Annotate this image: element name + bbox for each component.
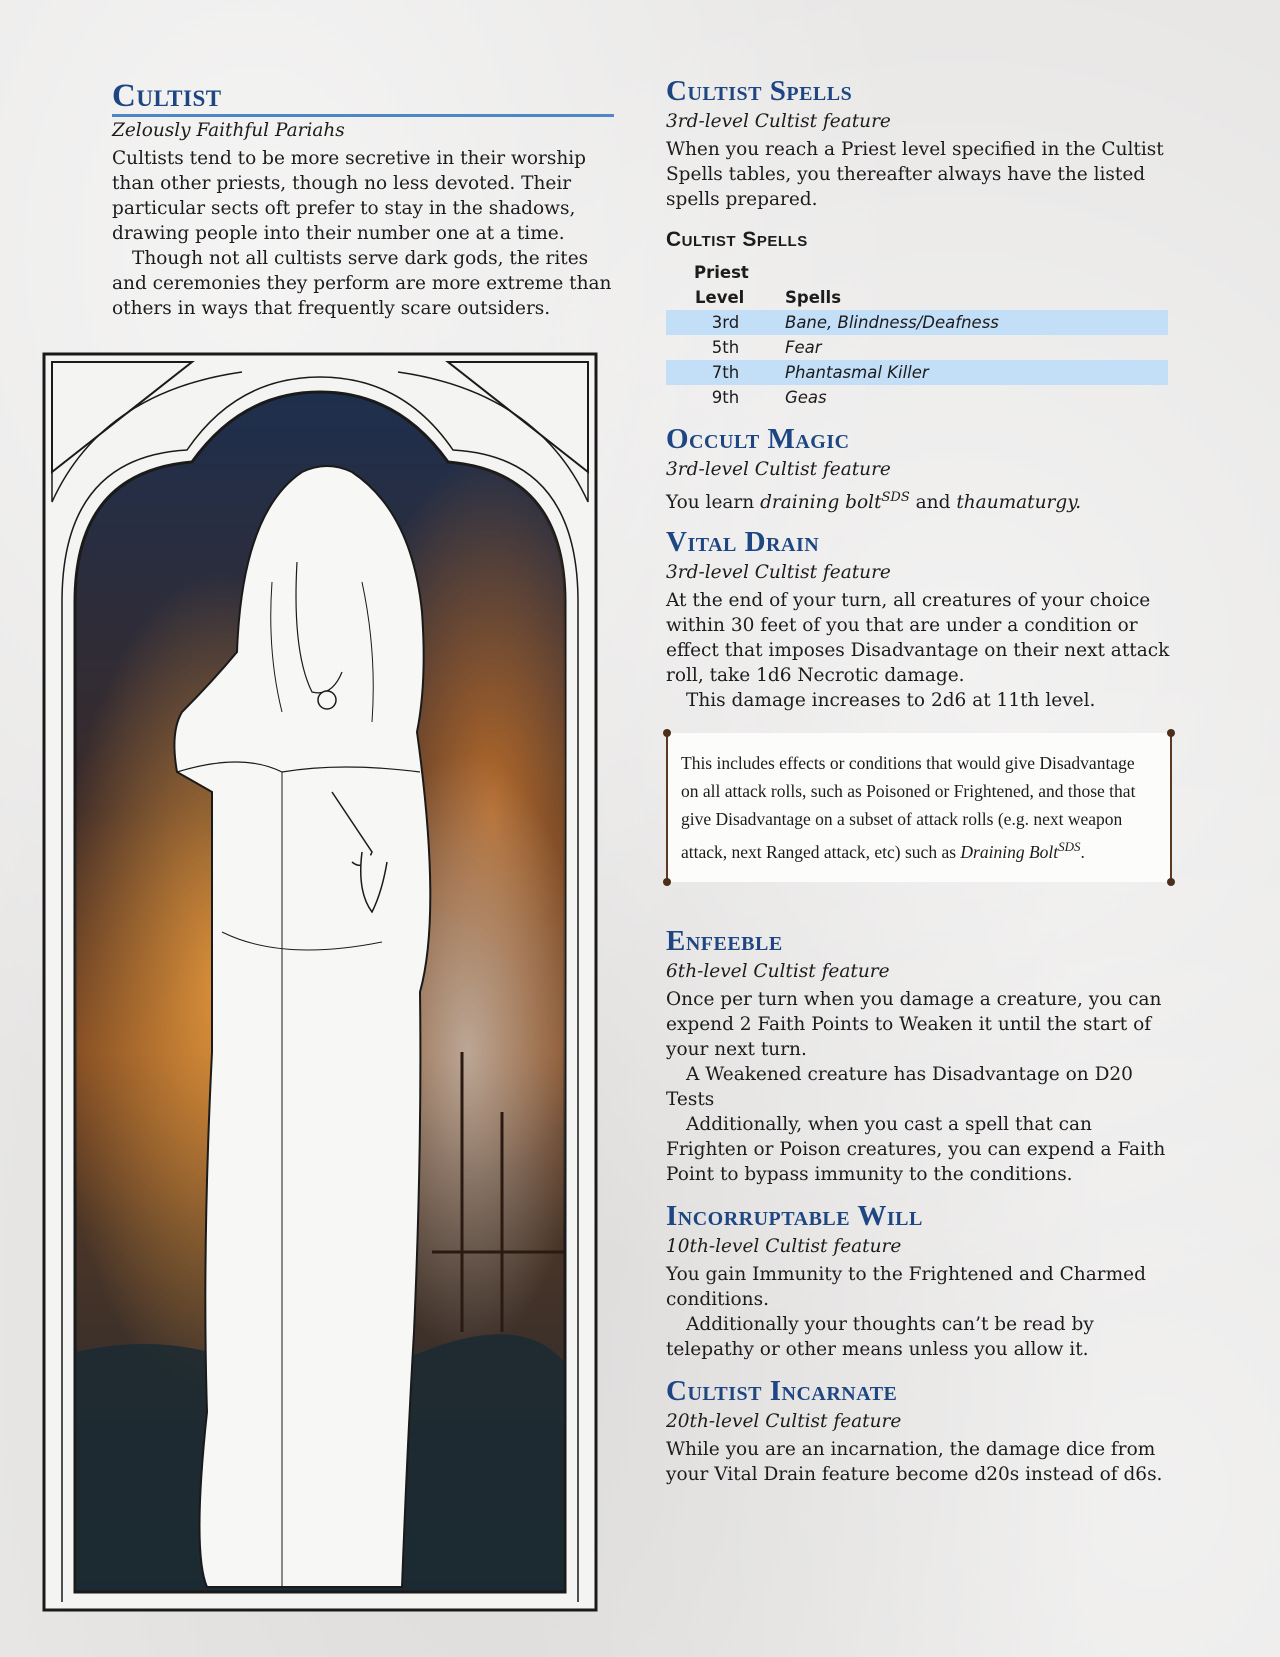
table-row bbox=[666, 310, 1168, 335]
occult-magic-section bbox=[666, 424, 1171, 515]
features-column bbox=[666, 76, 1171, 1487]
incorruptable-will-heading: Incorruptable Will bbox=[666, 1199, 923, 1232]
cultist-spells-heading: Cultist Spells bbox=[666, 75, 853, 107]
spells-table bbox=[666, 260, 1168, 410]
table-row bbox=[666, 335, 1168, 360]
spell-thaumaturgy: thaumaturgy. bbox=[956, 492, 1082, 514]
enfeeble-text-2: A Weakened creature has Disadvantage on D20 Tests bbox=[666, 1063, 1133, 1110]
spell-draining-bolt: draining bolt bbox=[760, 492, 882, 514]
table-header-row-2 bbox=[666, 285, 1168, 310]
header-spells: Spells bbox=[785, 287, 842, 307]
intro-paragraph-1: Cultists tend to be more secretive in their worship than other priests, though no less devoted. Their particular sects oft prefer to stay in the shadows, drawing people into their number one at a time. bbox=[112, 148, 586, 245]
occult-magic-level: 3rd-level Cultist feature bbox=[666, 458, 891, 480]
enfeeble-level: 6th-level Cultist feature bbox=[666, 960, 890, 982]
cultist-incarnate-level: 20th-level Cultist feature bbox=[666, 1410, 902, 1432]
page-title: Cultist bbox=[112, 78, 614, 117]
enfeeble-text-1: Once per turn when you damage a creature, you can expend 2 Faith Points to Weaken it until the start of your next turn. bbox=[666, 988, 1162, 1060]
incorruptable-will-level: 10th-level Cultist feature bbox=[666, 1235, 902, 1257]
row-level: 9th bbox=[711, 387, 740, 407]
intro-column bbox=[112, 78, 614, 321]
vital-drain-text: At the end of your turn, all creatures of your choice within 30 feet of you that are under a condition or effect that imposes Disadvantage on their next attack roll, take 1d6 Necrotic damage. bbox=[666, 589, 1170, 686]
spell-draining-bolt: Draining Bolt bbox=[960, 841, 1059, 862]
row-level: 3rd bbox=[666, 310, 785, 335]
enfeeble-section bbox=[666, 926, 1171, 1187]
table-row bbox=[666, 360, 1168, 385]
cultist-incarnate-heading: Cultist Incarnate bbox=[666, 1374, 898, 1407]
occult-magic-text: You learn draining bolt$^{SDS}$ and thaumaturgy. bbox=[666, 489, 1082, 514]
vital-drain-note: This includes effects or conditions that would give Disadvantage on all attack rolls, such as Poisoned or Frightened, and those that give Disadvantage on a subset of attack rolls (e.g. next weapon attack, next Ranged attack, etc) such as Draining Bolt$^{SDS}$. bbox=[666, 733, 1172, 882]
cultist-illustration bbox=[42, 352, 598, 1612]
cultist-incarnate-text: While you are an incarnation, the damage dice from your Vital Drain feature become d20s instead of d6s. bbox=[666, 1438, 1163, 1485]
row-level: 7th bbox=[666, 360, 785, 385]
incorruptable-will-text-1: You gain Immunity to the Frightened and Charmed conditions. bbox=[666, 1263, 1146, 1310]
enfeeble-text-3: Additionally, when you cast a spell that can Frighten or Poison creatures, you can expend a Faith Point to bypass immunity to the conditions. bbox=[666, 1113, 1166, 1185]
incorruptable-will-text-2: Additionally your thoughts can’t be read by telepathy or other means unless you allow it. bbox=[666, 1313, 1094, 1360]
row-spells: Geas bbox=[785, 387, 827, 407]
intro-paragraph-2: Though not all cultists serve dark gods, the rites and ceremonies they perform are more extreme than others in ways that frequently scare outsiders. bbox=[112, 248, 612, 320]
cultist-spells-section bbox=[666, 76, 1171, 410]
page-subtitle: Zelously Faithful Pariahs bbox=[112, 120, 345, 142]
incorruptable-will-section bbox=[666, 1201, 1171, 1362]
table-header-row-1 bbox=[666, 260, 1168, 285]
spells-table-title: Cultist Spells bbox=[666, 227, 808, 251]
vital-drain-section bbox=[666, 527, 1171, 882]
cultist-spells-level: 3rd-level Cultist feature bbox=[666, 110, 891, 132]
source-tag: SDS bbox=[881, 489, 910, 505]
table-row bbox=[666, 385, 1168, 410]
row-spells: Bane, Blindness/Deafness bbox=[785, 310, 1168, 335]
occult-magic-heading: Occult Magic bbox=[666, 422, 850, 455]
vital-drain-level: 3rd-level Cultist feature bbox=[666, 561, 891, 583]
header-priest: Priest bbox=[694, 262, 749, 282]
row-spells: Phantasmal Killer bbox=[785, 360, 1168, 385]
vital-drain-scaling: This damage increases to 2d6 at 11th level. bbox=[686, 689, 1096, 711]
cultist-incarnate-section bbox=[666, 1376, 1171, 1487]
enfeeble-heading: Enfeeble bbox=[666, 924, 783, 957]
source-tag: SDS bbox=[1058, 838, 1081, 854]
vital-drain-heading: Vital Drain bbox=[666, 526, 820, 559]
row-spells: Fear bbox=[785, 337, 822, 357]
cultist-spells-text: When you reach a Priest level specified in the Cultist Spells tables, you thereafter always have the listed spells prepared. bbox=[666, 138, 1164, 210]
row-level: 5th bbox=[711, 337, 740, 357]
header-level: Level bbox=[695, 287, 745, 307]
